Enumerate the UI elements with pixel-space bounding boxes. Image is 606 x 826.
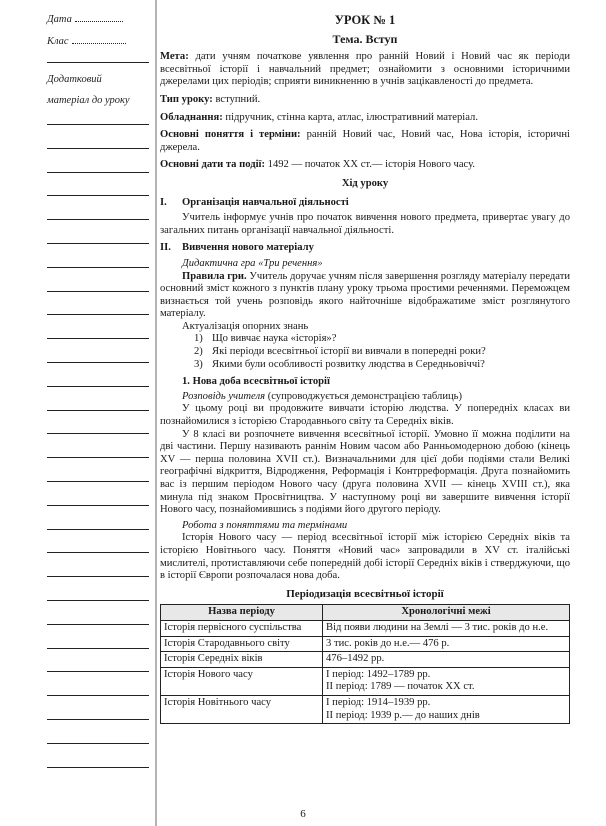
margin-line (47, 552, 149, 553)
margin-line (47, 386, 149, 387)
margin-line (47, 148, 149, 149)
margin-line (47, 338, 149, 339)
list-item: 3) Якими були особливості розвитку людства в Середньовіччі? (194, 358, 485, 370)
type-row: Тип уроку: вступний. (160, 93, 261, 105)
paragraph-2: У 8 класі ви розпочнете вивчення всесвітньої історії. Умовно її можна поділити на дві частини. Першу називають раннім Новим часом або Ранньомодерною добою (кінець XV — перша половина XVII ст.). Визначальними для цієї доби подіями стали Великі географічні відкриття, Відродження, Реформація і Контрреформація. Друга познайомить вас із першим періодом Нового часу (друга половина XVII — кінець XVIII ст.), яка минула під знаком Просвітництва. У наступному році ви завершите вивчення історії Нового часу, познайомившись з подіями його другого періоду. (160, 428, 570, 516)
table-cell: Історія первісного суспільства (161, 620, 323, 636)
margin-line (47, 314, 149, 315)
margin-line (47, 267, 149, 268)
extra-material-label-2: матеріал до уроку (47, 95, 130, 106)
margin-line (47, 719, 149, 720)
margin-line (47, 624, 149, 625)
table-cell: 3 тис. років до н.е.— 476 р. (323, 636, 570, 652)
goal-row: Мета: дати учням початкове уявлення про ранній Новий і Новий час як періоди всесвітньої історії і навчальний предмет; ознайомити з основними історичними джерелами цих періодів; сприяти виникненню в учнів зацікавленості до предмета. (160, 51, 570, 88)
course-heading: Хід уроку (341, 177, 389, 189)
paragraph-3: Історія Нового часу — період всесвітньої історії між історією Середніх віків та історією Новітнього часу. Поняття «Новий час» запровадили в XV ст. італійські мислителі, протиставляючи себе попередній добі історії Середніх віків і стверджуючи, що в історії Європи розпочалася нова доба. (160, 532, 570, 582)
subsection-1-title: 1. Нова доба всесвітньої історії (182, 376, 330, 388)
lesson-topic: Тема. Вступ (332, 31, 398, 46)
periodization-table (160, 604, 570, 724)
question-list (160, 333, 570, 371)
table-cell: Історія Середніх віків (161, 652, 323, 668)
margin-line (47, 457, 149, 458)
table-cell: I період: 1914–1939 рр. II період: 1939 р.— до наших днів (323, 695, 570, 723)
story-label: Розповідь учителя (супроводжується демонстрацією таблиць) (182, 390, 463, 402)
table-cell: Від появи людини на Землі — 3 тис. років до н.е. (323, 620, 570, 636)
margin-line (47, 671, 149, 672)
lesson-title: УРОК № 1 (334, 13, 396, 27)
table-row (161, 636, 570, 652)
game-title: Дидактична гра «Три речення» (182, 257, 323, 269)
section-1-title: I. Організація навчальної діяльності (160, 196, 349, 208)
table-cell: Історія Стародавнього світу (161, 636, 323, 652)
margin-line (47, 172, 149, 173)
dates-row: Основні дати та події: 1492 — початок XX ст.— історія Нового часу. (160, 159, 475, 171)
margin-line (47, 219, 149, 220)
margin-line (47, 195, 149, 196)
table-row (161, 620, 570, 636)
class-field-label: Клас (47, 36, 126, 47)
margin-line (47, 410, 149, 411)
paragraph-1: У цьому році ви продовжите вивчати історію людства. У попередніх класах ви познайомилися з історією Стародавнього світу та Середніх віків. (160, 403, 570, 428)
page-number: 6 (300, 808, 306, 820)
margin-line (47, 576, 149, 577)
margin-line (47, 529, 149, 530)
margin-line (47, 767, 149, 768)
table-title: Періодизація всесвітньої історії (286, 587, 444, 600)
margin-line (47, 433, 149, 434)
margin-line (47, 62, 149, 63)
lesson-content (160, 12, 570, 724)
margin-line (47, 505, 149, 506)
margin-line (47, 600, 149, 601)
margin-line (47, 695, 149, 696)
margin-line (47, 648, 149, 649)
margin-column (0, 0, 150, 826)
list-item: 1) Що вивчає наука «історія»? (194, 333, 337, 345)
actualization-label: Актуалізація опорних знань (182, 320, 309, 332)
table-cell: Історія Нового часу (161, 667, 323, 695)
date-field-label: Дата (47, 14, 123, 25)
equipment-row: Обладнання: підручник, стінна карта, атлас, ілюстративний матеріал. (160, 111, 478, 123)
table-cell: Історія Новітнього часу (161, 695, 323, 723)
margin-divider (155, 0, 157, 826)
table-cell: I період: 1492–1789 рр. II період: 1789 — початок XX ст. (323, 667, 570, 695)
section-2-title: II. Вивчення нового матеріалу (160, 242, 314, 254)
margin-line (47, 743, 149, 744)
game-rules: Правила гри. Учитель доручає учням після завершення розгляду матеріалу передати основний зміст кожного з пунктів плану уроку трьома простими реченнями. Переможцем визнається той учень розповідь якого найточніше відображатиме зміст розглянутого матеріалу. (160, 270, 570, 320)
extra-material-label-1: Додатковий (47, 74, 102, 85)
table-header-row (161, 605, 570, 621)
margin-line (47, 243, 149, 244)
margin-line (47, 481, 149, 482)
terms-title: Робота з поняттями та термінами (182, 519, 348, 531)
concepts-row: Основні поняття і терміни: ранній Новий час, Новий час, Нова історія, історичні джерела. (160, 129, 570, 153)
margin-line (47, 291, 149, 292)
table-cell: 476–1492 рр. (323, 652, 570, 668)
table-row (161, 667, 570, 695)
section-1-text: Учитель інформує учнів про початок вивчення нового предмета, привертає увагу до загальних питань організації навчальної діяльності. (160, 212, 570, 236)
list-item: 2) Які періоди всесвітньої історії ви вивчали в попередні роки? (194, 346, 486, 358)
table-row (161, 652, 570, 668)
margin-line (47, 124, 149, 125)
table-row (161, 695, 570, 723)
margin-line (47, 362, 149, 363)
table-header-name: Назва періоду (161, 605, 323, 621)
table-header-range: Хронологічні межі (323, 605, 570, 621)
